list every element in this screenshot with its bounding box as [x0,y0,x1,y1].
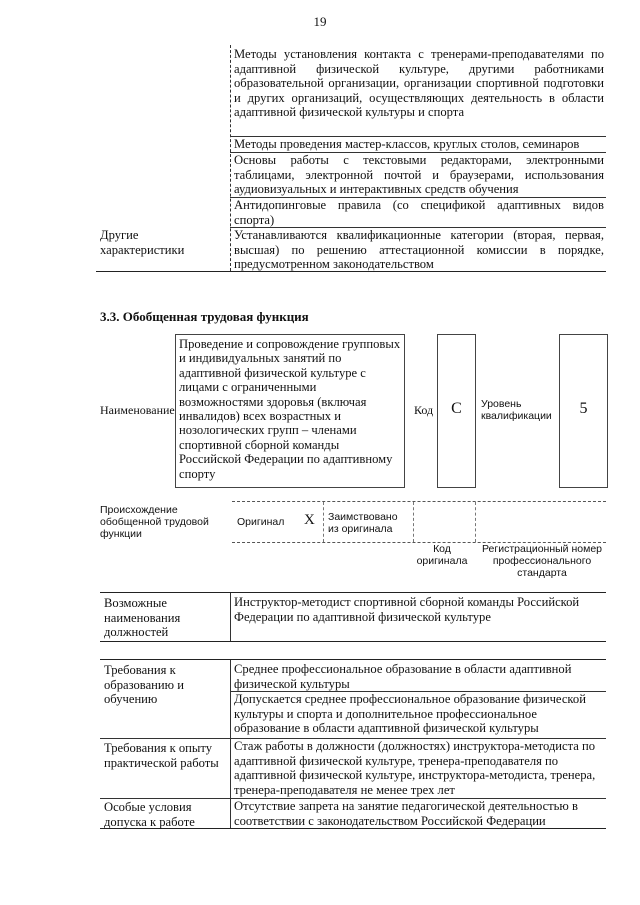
knowledge-row: Методы установления контакта с тренерами-преподавателями по адаптивной физической культуре, другими работниками образовательной организации, организации спортивной подготовки и других организаций, осуществляющих деятельность в области адаптивной физической культуры и спорта [234,47,604,120]
education-value: Среднее профессиональное образование в области адаптивной физической культуры [234,662,572,691]
knowledge-row: Методы проведения мастер-классов, круглых столов, семинаров [234,137,580,151]
experience-label: Требования к опыту практической работы [104,741,219,770]
original-label: Оригинал [237,516,285,528]
page-number: 19 [313,14,327,29]
reg-number-caption: Регистрационный номер профессионального стандарта [482,543,602,579]
borrowed-label: Заимствовано из оригинала [328,511,398,535]
experience-value: Стаж работы в должности (должностях) инструктора-методиста по адаптивной физической культуре, тренера-преподавателя по адаптивной физической культуре, инструктора-методиста, тренера, тренера-преподавателя не менее трех лет [234,739,596,797]
level-field [559,334,608,488]
origin-strip [232,501,606,543]
origin-divider [413,502,414,542]
name-label: Наименование [100,403,175,417]
positions-label: Возможные наименования должностей [104,596,181,640]
conditions-value: Отсутствие запрета на занятие педагогической деятельностью в соответствии с законодательством Российской Федерации [234,799,578,828]
origin-label: Происхождение обобщенной трудовой функции [100,504,209,540]
other-characteristics-value: Устанавливаются квалификационные категории (вторая, первая, высшая) по решению аттестационной комиссии в порядке, предусмотренном законодательством [234,228,604,272]
knowledge-row: Антидопинговые правила (со спецификой адаптивных видов спорта) [234,198,604,227]
requirements-table [100,659,606,829]
level-label: Уровень квалификации [481,398,552,422]
code-original-caption: Код оригинала [416,543,468,567]
origin-divider [323,502,324,542]
other-characteristics-label: Другие характеристики [100,228,185,257]
name-field [175,334,405,488]
positions-value: Инструктор-методист спортивной сборной команды Российской Федерации по адаптивной физической культуре [234,595,580,624]
knowledge-row: Основы работы с текстовыми редакторами, электронными таблицами, электронной почтой и браузерами, использования аудиовизуальных и интерактивных средств обучения [234,153,604,197]
code-label: Код [414,403,434,417]
positions-table [100,592,606,642]
name-value: Проведение и сопровождение групповых и индивидуальных занятий по адаптивной физической культуре с лицами с ограниченными возможностями здоровья (включая инвалидов) всех возрастных и нозологических групп – членами спортивной сборной команды Российской Федерации по адаптивному спорту [179,337,401,481]
education-value: Допускается среднее профессиональное образование физической культуры и спорта и дополнительное профессиональное образование в области адаптивной физической культуры [234,692,586,736]
code-field [437,334,476,488]
table-divider [230,45,231,271]
level-value: 5 [579,400,588,417]
origin-divider [475,502,476,542]
table-divider [230,593,231,641]
education-label: Требования к образованию и обучению [104,663,184,707]
code-value: C [451,400,462,417]
knowledge-table [96,45,606,272]
original-mark: X [304,512,315,528]
table-divider [230,660,231,828]
conditions-label: Особые условия допуска к работе [104,800,195,829]
section-title: 3.3. Обобщенная трудовая функция [100,309,309,324]
